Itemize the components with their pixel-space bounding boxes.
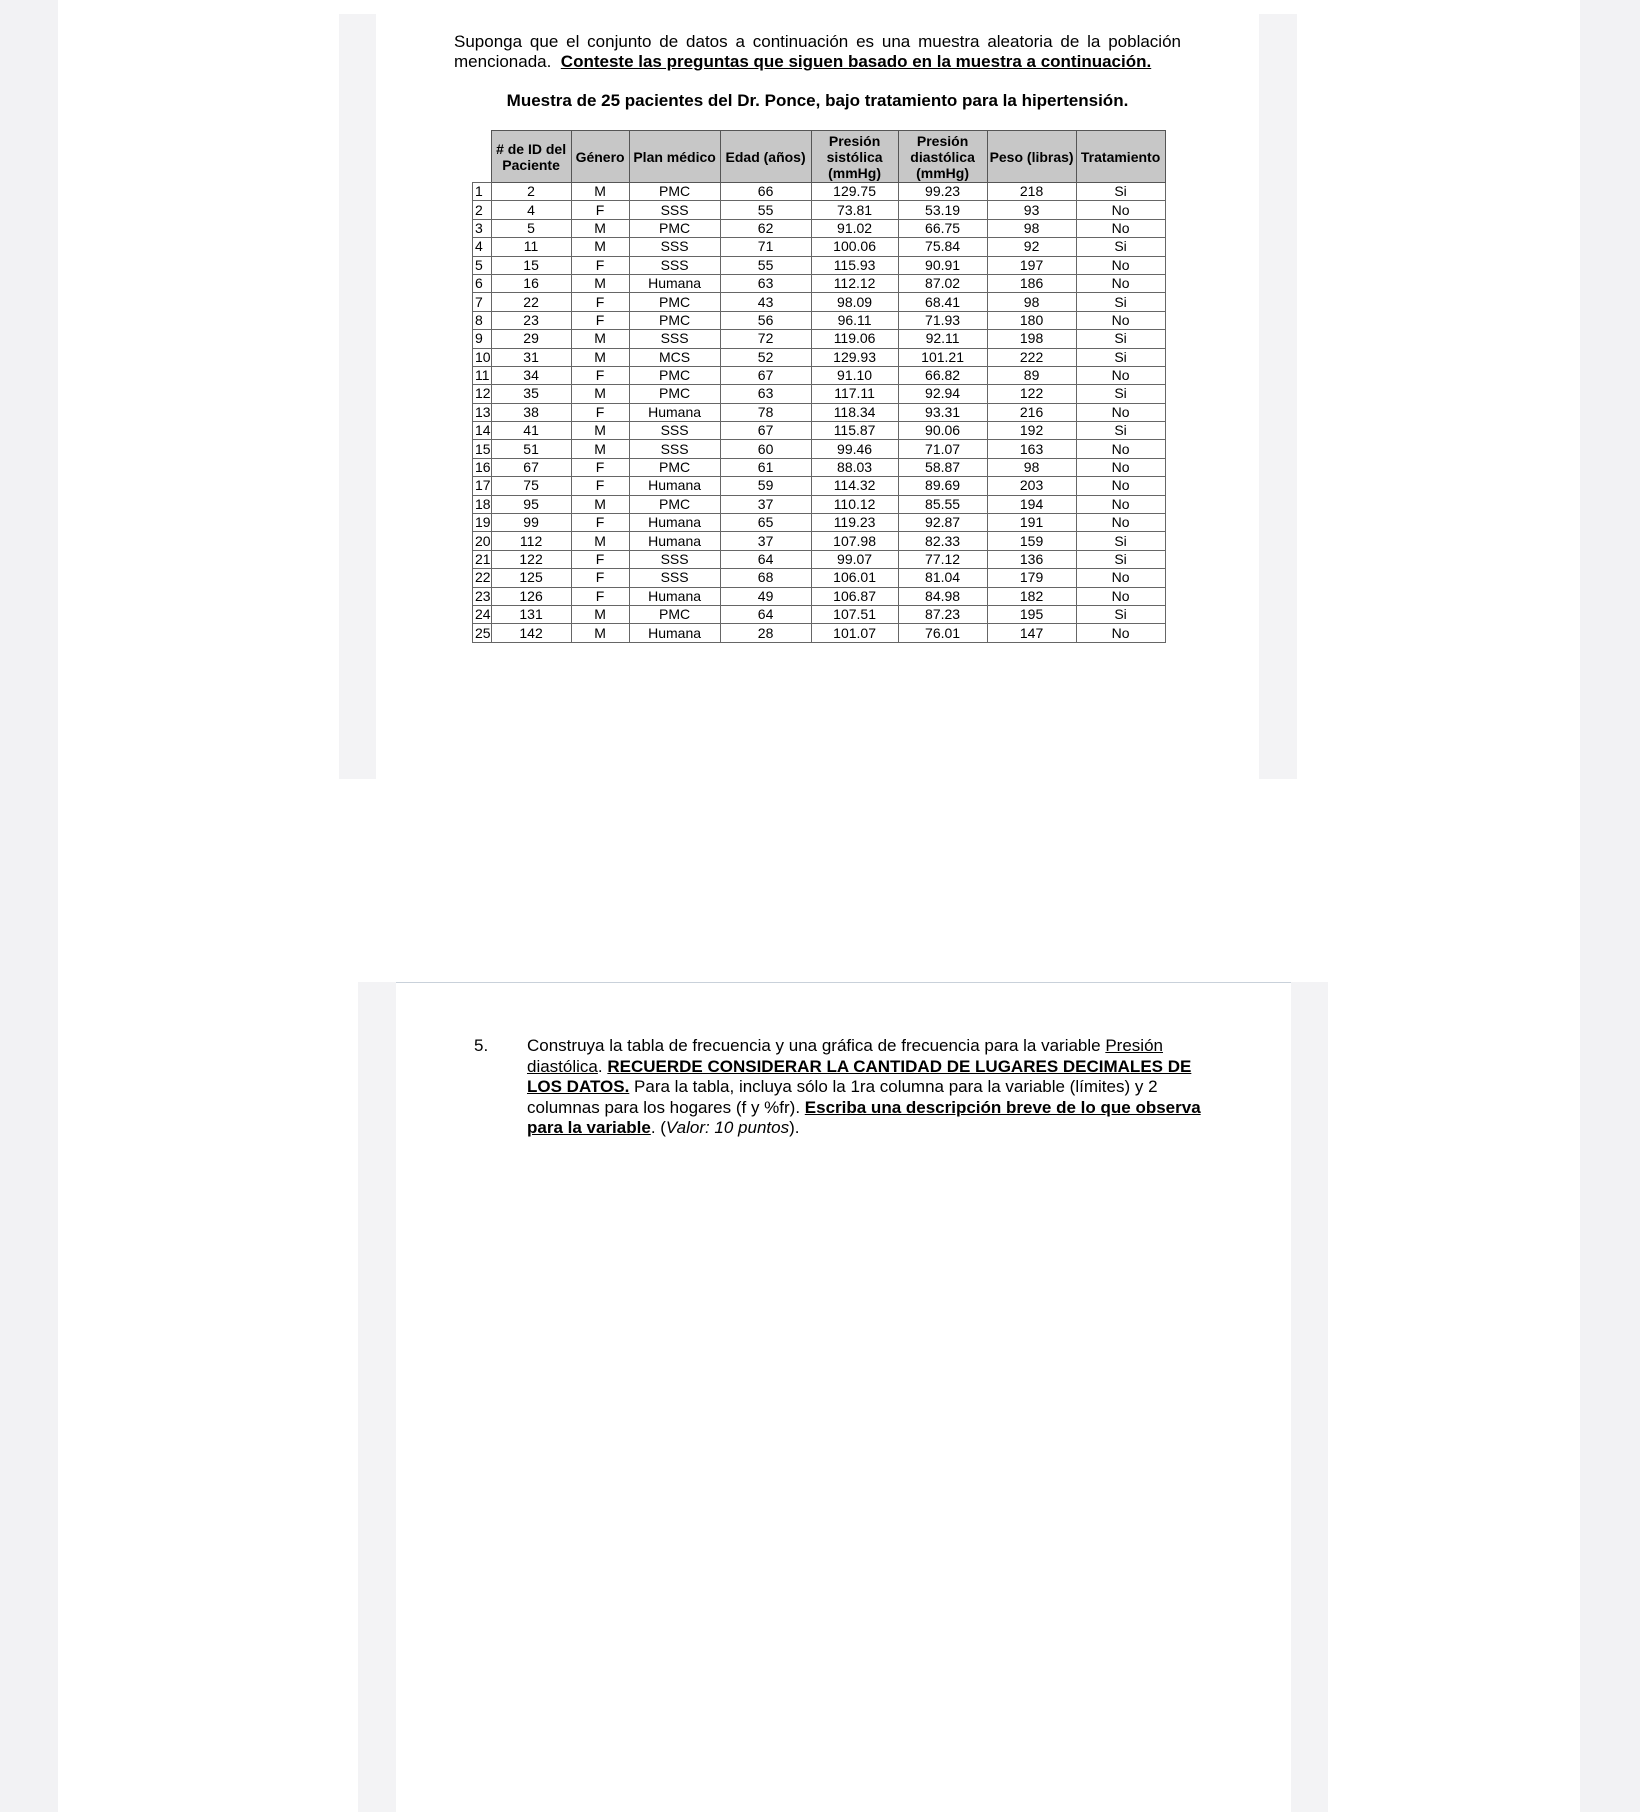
table-cell: SSS	[629, 238, 720, 256]
table-cell: 72	[720, 330, 811, 348]
table-cell: MCS	[629, 348, 720, 366]
table-cell: 99.07	[811, 550, 898, 568]
table-cell: SSS	[629, 201, 720, 219]
table-cell: M	[571, 624, 629, 642]
table-cell: 194	[987, 495, 1076, 513]
row-number-header	[473, 131, 492, 183]
table-cell: F	[571, 550, 629, 568]
row-number: 12	[473, 385, 492, 403]
table-cell: M	[571, 183, 629, 201]
table-cell: 2	[491, 183, 571, 201]
table-cell: No	[1076, 403, 1165, 421]
question-part2: .	[597, 1056, 608, 1076]
table-cell: 93	[987, 201, 1076, 219]
table-cell: 197	[987, 256, 1076, 274]
table-cell: PMC	[629, 605, 720, 623]
table-cell: 98	[987, 219, 1076, 237]
table-cell: Si	[1076, 532, 1165, 550]
table-cell: 106.01	[811, 569, 898, 587]
table-cell: Humana	[629, 274, 720, 292]
row-number: 25	[473, 624, 492, 642]
table-cell: 68	[720, 569, 811, 587]
table-cell: No	[1076, 201, 1165, 219]
table-cell: 98	[987, 293, 1076, 311]
table-cell: 89	[987, 366, 1076, 384]
table-cell: 77.12	[898, 550, 987, 568]
table-row	[473, 532, 1166, 550]
table-cell: No	[1076, 274, 1165, 292]
table-cell: 92.11	[898, 330, 987, 348]
table-cell: No	[1076, 219, 1165, 237]
table-cell: 76.01	[898, 624, 987, 642]
table-cell: 55	[720, 256, 811, 274]
table-cell: 129.75	[811, 183, 898, 201]
table-cell: 75	[491, 477, 571, 495]
table-row	[473, 219, 1166, 237]
table-cell: 55	[720, 201, 811, 219]
table-cell: 92	[987, 238, 1076, 256]
table-cell: 122	[491, 550, 571, 568]
table-cell: 71	[720, 238, 811, 256]
table-cell: Humana	[629, 514, 720, 532]
table-cell: 64	[720, 550, 811, 568]
table-cell: 129.93	[811, 348, 898, 366]
table-row	[473, 514, 1166, 532]
row-number: 13	[473, 403, 492, 421]
table-cell: M	[571, 385, 629, 403]
table-cell: 66.82	[898, 366, 987, 384]
table-cell: 222	[987, 348, 1076, 366]
question-number: 5.	[474, 1036, 489, 1055]
table-cell: 23	[491, 311, 571, 329]
table-cell: 53.19	[898, 201, 987, 219]
table-cell: 90.91	[898, 256, 987, 274]
table-cell: 118.34	[811, 403, 898, 421]
table-row	[473, 605, 1166, 623]
table-cell: 125	[491, 569, 571, 587]
table-cell: F	[571, 569, 629, 587]
table-cell: No	[1076, 514, 1165, 532]
table-cell: PMC	[629, 311, 720, 329]
table-cell: 64	[720, 605, 811, 623]
table-cell: Si	[1076, 238, 1165, 256]
table-cell: 31	[491, 348, 571, 366]
table-row	[473, 256, 1166, 274]
table-cell: M	[571, 348, 629, 366]
intro-emphasis: Conteste las preguntas que siguen basado en la muestra a continuación.	[560, 52, 1152, 71]
table-cell: 38	[491, 403, 571, 421]
table-row	[473, 403, 1166, 421]
question-part4: . (	[650, 1118, 666, 1137]
table-body	[473, 183, 1166, 643]
question-bold: Escriba una descripción breve de lo que observa para la variable	[527, 1097, 1201, 1137]
table-cell: 15	[491, 256, 571, 274]
table-cell: Humana	[629, 587, 720, 605]
table-cell: F	[571, 293, 629, 311]
table-row	[473, 587, 1166, 605]
table-cell: PMC	[629, 385, 720, 403]
table-cell: 73.81	[811, 201, 898, 219]
table-cell: 100.06	[811, 238, 898, 256]
table-cell: 85.55	[898, 495, 987, 513]
table-cell: 101.21	[898, 348, 987, 366]
table-row	[473, 422, 1166, 440]
table-row	[473, 366, 1166, 384]
table-row	[473, 495, 1166, 513]
row-number: 8	[473, 311, 492, 329]
table-cell: 117.11	[811, 385, 898, 403]
table-cell: 119.23	[811, 514, 898, 532]
table-cell: Si	[1076, 605, 1165, 623]
table-cell: 82.33	[898, 532, 987, 550]
table-cell: 88.03	[811, 458, 898, 476]
table-cell: 93.31	[898, 403, 987, 421]
table-cell: 115.87	[811, 422, 898, 440]
table-cell: 99.23	[898, 183, 987, 201]
table-cell: 99	[491, 514, 571, 532]
table-cell: 34	[491, 366, 571, 384]
table-row	[473, 477, 1166, 495]
table-cell: F	[571, 458, 629, 476]
table-cell: 131	[491, 605, 571, 623]
table-cell: PMC	[629, 458, 720, 476]
table-cell: 41	[491, 422, 571, 440]
table-cell: PMC	[629, 366, 720, 384]
table-cell: 91.02	[811, 219, 898, 237]
table-title: Muestra de 25 pacientes del Dr. Ponce, bajo tratamiento para la hipertensión.	[506, 91, 1129, 110]
table-cell: SSS	[629, 550, 720, 568]
table-row	[473, 385, 1166, 403]
table-cell: M	[571, 330, 629, 348]
table-cell: 91.10	[811, 366, 898, 384]
table-cell: Si	[1076, 385, 1165, 403]
table-row	[473, 569, 1166, 587]
table-cell: 63	[720, 274, 811, 292]
question-variable: Presión diastólica	[527, 1036, 1163, 1076]
table-cell: No	[1076, 440, 1165, 458]
table-cell: 28	[720, 624, 811, 642]
table-cell: Si	[1076, 330, 1165, 348]
table-cell: 92.94	[898, 385, 987, 403]
patients-table	[472, 130, 1166, 643]
table-row	[473, 624, 1166, 642]
table-cell: 51	[491, 440, 571, 458]
table-cell: 71.07	[898, 440, 987, 458]
header-systolic: Presión sistólica (mmHg)	[811, 131, 898, 183]
row-number: 16	[473, 458, 492, 476]
question-part3: Para la tabla, incluya sólo la 1ra columna para la variable (límites) y 2 columnas para los hogares (f y %fr).	[527, 1077, 1158, 1117]
table-cell: 75.84	[898, 238, 987, 256]
table-cell: SSS	[629, 422, 720, 440]
table-cell: 126	[491, 587, 571, 605]
row-number: 22	[473, 569, 492, 587]
table-cell: 71.93	[898, 311, 987, 329]
row-number: 7	[473, 293, 492, 311]
header-diastolic: Presión diastólica (mmHg)	[898, 131, 987, 183]
table-cell: M	[571, 219, 629, 237]
table-cell: M	[571, 495, 629, 513]
table-cell: 29	[491, 330, 571, 348]
table-cell: 22	[491, 293, 571, 311]
row-number: 15	[473, 440, 492, 458]
table-cell: 98	[987, 458, 1076, 476]
table-cell: 98.09	[811, 293, 898, 311]
table-cell: F	[571, 514, 629, 532]
table-cell: No	[1076, 569, 1165, 587]
row-number: 19	[473, 514, 492, 532]
table-row	[473, 440, 1166, 458]
table-cell: M	[571, 422, 629, 440]
table-cell: 112.12	[811, 274, 898, 292]
table-cell: F	[571, 256, 629, 274]
table-cell: 106.87	[811, 587, 898, 605]
table-cell: PMC	[629, 495, 720, 513]
table-cell: Humana	[629, 532, 720, 550]
table-cell: 203	[987, 477, 1076, 495]
table-cell: 61	[720, 458, 811, 476]
row-number: 2	[473, 201, 492, 219]
table-cell: 58.87	[898, 458, 987, 476]
table-cell: 122	[987, 385, 1076, 403]
table-cell: Si	[1076, 348, 1165, 366]
table-cell: 67	[720, 366, 811, 384]
row-number: 20	[473, 532, 492, 550]
table-cell: 96.11	[811, 311, 898, 329]
table-cell: F	[571, 587, 629, 605]
table-row	[473, 293, 1166, 311]
table-cell: M	[571, 274, 629, 292]
table-cell: 78	[720, 403, 811, 421]
table-cell: 49	[720, 587, 811, 605]
table-cell: 195	[987, 605, 1076, 623]
table-cell: No	[1076, 311, 1165, 329]
table-cell: 142	[491, 624, 571, 642]
question-value: Valor: 10 puntos	[665, 1118, 790, 1137]
table-cell: 66.75	[898, 219, 987, 237]
table-cell: 59	[720, 477, 811, 495]
table-cell: 81.04	[898, 569, 987, 587]
table-cell: 114.32	[811, 477, 898, 495]
table-cell: 115.93	[811, 256, 898, 274]
table-cell: 182	[987, 587, 1076, 605]
intro-text: Suponga que el conjunto de datos a continuación es una muestra aleatoria de la población mencionada.	[454, 32, 1181, 71]
table-cell: SSS	[629, 569, 720, 587]
row-number: 17	[473, 477, 492, 495]
header-medical-plan: Plan médico	[629, 131, 720, 183]
table-cell: No	[1076, 477, 1165, 495]
row-number: 24	[473, 605, 492, 623]
table-row	[473, 201, 1166, 219]
row-number: 18	[473, 495, 492, 513]
table-row	[473, 348, 1166, 366]
table-cell: 99.46	[811, 440, 898, 458]
table-cell: 179	[987, 569, 1076, 587]
table-row	[473, 238, 1166, 256]
question-caps: RECUERDE CONSIDERAR LA CANTIDAD DE LUGARES DECIMALES DE LOS DATOS.	[527, 1056, 1192, 1096]
header-treatment: Tratamiento	[1076, 131, 1165, 183]
table-cell: 11	[491, 238, 571, 256]
table-cell: 90.06	[898, 422, 987, 440]
row-number: 4	[473, 238, 492, 256]
question-text	[527, 1036, 1217, 1139]
table-cell: F	[571, 366, 629, 384]
table-row	[473, 330, 1166, 348]
table-cell: 191	[987, 514, 1076, 532]
table-cell: Si	[1076, 422, 1165, 440]
table-cell: No	[1076, 624, 1165, 642]
table-cell: 16	[491, 274, 571, 292]
table-cell: 62	[720, 219, 811, 237]
row-number: 6	[473, 274, 492, 292]
header-patient-id: # de ID del Paciente	[491, 131, 571, 183]
table-cell: 60	[720, 440, 811, 458]
intro-paragraph	[454, 32, 1181, 72]
table-cell: 186	[987, 274, 1076, 292]
table-row	[473, 458, 1166, 476]
table-cell: 68.41	[898, 293, 987, 311]
header-age: Edad (años)	[720, 131, 811, 183]
table-cell: 159	[987, 532, 1076, 550]
table-cell: 65	[720, 514, 811, 532]
table-cell: 56	[720, 311, 811, 329]
table-cell: 112	[491, 532, 571, 550]
table-cell: 89.69	[898, 477, 987, 495]
header-gender: Género	[571, 131, 629, 183]
table-cell: 87.23	[898, 605, 987, 623]
table-cell: F	[571, 403, 629, 421]
row-number: 23	[473, 587, 492, 605]
table-cell: F	[571, 311, 629, 329]
table-cell: Si	[1076, 183, 1165, 201]
table-cell: Si	[1076, 550, 1165, 568]
table-row	[473, 274, 1166, 292]
row-number: 14	[473, 422, 492, 440]
table-cell: M	[571, 532, 629, 550]
table-cell: No	[1076, 587, 1165, 605]
question-part1: Construya la tabla de frecuencia y una gráfica de frecuencia para la variable	[527, 1036, 1106, 1055]
table-cell: 35	[491, 385, 571, 403]
row-number: 10	[473, 348, 492, 366]
table-cell: Si	[1076, 293, 1165, 311]
table-cell: 67	[491, 458, 571, 476]
table-cell: No	[1076, 366, 1165, 384]
table-cell: No	[1076, 458, 1165, 476]
table-cell: 163	[987, 440, 1076, 458]
table-cell: 192	[987, 422, 1076, 440]
row-number: 9	[473, 330, 492, 348]
table-cell: 37	[720, 495, 811, 513]
table-cell: 110.12	[811, 495, 898, 513]
row-number: 1	[473, 183, 492, 201]
table-cell: M	[571, 440, 629, 458]
table-cell: 136	[987, 550, 1076, 568]
table-cell: PMC	[629, 183, 720, 201]
table-row	[473, 311, 1166, 329]
table-cell: 4	[491, 201, 571, 219]
row-number: 11	[473, 366, 492, 384]
table-cell: SSS	[629, 440, 720, 458]
table-row	[473, 183, 1166, 201]
table-cell: SSS	[629, 330, 720, 348]
table-cell: SSS	[629, 256, 720, 274]
table-cell: No	[1076, 495, 1165, 513]
table-cell: 87.02	[898, 274, 987, 292]
table-cell: 63	[720, 385, 811, 403]
table-cell: 92.87	[898, 514, 987, 532]
table-header-row	[473, 131, 1166, 183]
table-cell: 67	[720, 422, 811, 440]
table-cell: Humana	[629, 624, 720, 642]
table-cell: F	[571, 477, 629, 495]
table-cell: 180	[987, 311, 1076, 329]
table-cell: 5	[491, 219, 571, 237]
question-part5: ).	[789, 1118, 800, 1137]
table-cell: 95	[491, 495, 571, 513]
table-cell: 66	[720, 183, 811, 201]
table-cell: 101.07	[811, 624, 898, 642]
table-cell: 43	[720, 293, 811, 311]
table-cell: Humana	[629, 403, 720, 421]
table-cell: M	[571, 605, 629, 623]
header-weight: Peso (libras)	[987, 131, 1076, 183]
row-number: 5	[473, 256, 492, 274]
table-cell: PMC	[629, 293, 720, 311]
table-cell: 198	[987, 330, 1076, 348]
table-cell: 147	[987, 624, 1076, 642]
table-cell: 37	[720, 532, 811, 550]
table-row	[473, 550, 1166, 568]
table-cell: 216	[987, 403, 1076, 421]
table-cell: 52	[720, 348, 811, 366]
table-cell: Humana	[629, 477, 720, 495]
table-cell: 218	[987, 183, 1076, 201]
table-cell: 107.51	[811, 605, 898, 623]
table-cell: PMC	[629, 219, 720, 237]
row-number: 3	[473, 219, 492, 237]
table-cell: M	[571, 238, 629, 256]
table-cell: 119.06	[811, 330, 898, 348]
table-cell: 84.98	[898, 587, 987, 605]
table-cell: 107.98	[811, 532, 898, 550]
table-cell: No	[1076, 256, 1165, 274]
table-cell: F	[571, 201, 629, 219]
row-number: 21	[473, 550, 492, 568]
